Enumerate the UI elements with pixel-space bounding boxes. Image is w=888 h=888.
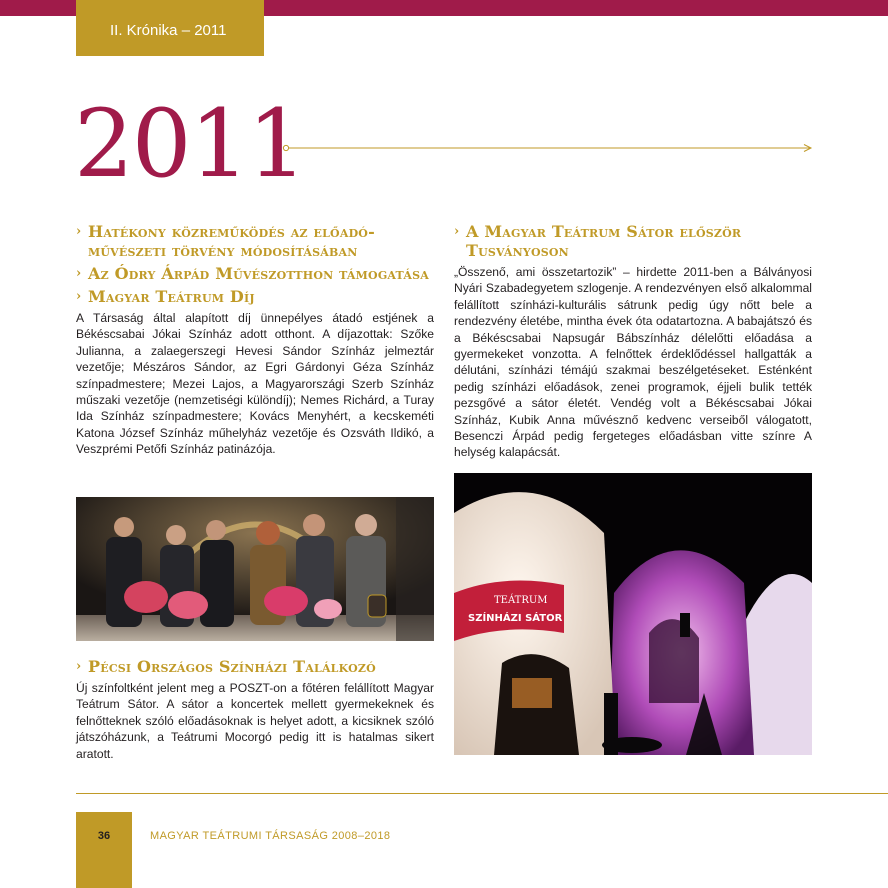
tent-sign-line2: SZÍNHÁZI SÁTOR bbox=[468, 613, 563, 624]
pecsi-paragraph: Új színfoltként jelent meg a POSZT-on a főtéren felállított Magyar Teátrum Sátor. A sátor a koncertek mellett gyermekeknek és felnőtteknek szóló előadásoknak is helyet adott, a kicsiknek szóló játszóházunk, a Teátrumi Mocorgó pedig itt is hatalmas sikert aratott. bbox=[76, 681, 434, 761]
left-column bbox=[76, 222, 434, 458]
pecsi-section bbox=[76, 657, 434, 762]
bullet-icon: › bbox=[76, 659, 82, 674]
page-number: 36 bbox=[76, 812, 132, 888]
bullet-icon: › bbox=[76, 289, 82, 304]
footer-title: MAGYAR TEÁTRUMI TÁRSASÁG 2008–2018 bbox=[150, 830, 391, 842]
right-column bbox=[454, 222, 812, 461]
award-ceremony-photo bbox=[76, 497, 434, 641]
tent-photo bbox=[454, 473, 812, 755]
tent-sign-line1: TEÁTRUM bbox=[494, 595, 548, 606]
bullet-icon: › bbox=[454, 224, 460, 239]
bullet-icon: › bbox=[76, 224, 82, 239]
chapter-tab bbox=[76, 0, 264, 56]
heading-award: › Magyar Teátrum Díj bbox=[76, 287, 255, 306]
heading-pecsi: › Pécsi Országos Színházi Találkozó bbox=[76, 657, 376, 676]
tusvanyos-paragraph: „Összenő, ami összetartozik” – hirdette 2011-ben a Bálványosi Nyári Szabadegyetem szlogenje. A rendezvényen első alkalommal felállított színházi-kulturális sátrunk pedig úgy nőtt bele a rendezvény életébe, mintha évek óta odatartozna. A babajátszó és a Békéscsabai Napsugár Bábszínház délelőtti előadása a gyermekeket vonzotta. A felnőttek érdeklődéssel hallgatták a délutáni, színházi témájú szakmai beszélgetéseket. Esténként pedig színházi előadások, zenei programok, éjjeli bulik tették pezsgővé a sátor életét. Vendég volt a Békéscsabai Jókai Színház, Kubik Anna művésznő kedvenc verseiből válogatott, Besenczi Árpád pedig fergeteges előadásban vitte színre A helység kalapácsát. bbox=[454, 265, 812, 460]
chapter-label: II. Krónika – 2011 bbox=[110, 22, 227, 39]
heading-odry: › Az Ódry Árpád Művészotthon támogatása bbox=[76, 264, 429, 283]
award-paragraph: A Társaság által alapított díj ünnepélyes átadó estjének a Békéscsabai Jókai Színház adott otthont. A díjazottak: Szőke Julianna, a zalaegerszegi Hevesi Sándor Színház jelmeztár vezetője; Mészáros Sándor, az Egri Gárdonyi Géza Színház színpadmestere; Mezei Lajos, a Magyarországi Szerb Színház műszaki vezetője (nemzetiségi különdíj); Nemes Richárd, a Turay Ida Színház színpadmestere; Kovács Menyhért, a kecskeméti Katona József Színház műhelyház vezetője és Ozsváth Ildikó, a Veszprémi Petőfi Színház patinázója. bbox=[76, 311, 434, 457]
heading-law: › Hatékony közreműködés az előadó-művészeti törvény módosításában bbox=[76, 222, 375, 260]
year-title: 2011 bbox=[74, 90, 306, 199]
bullet-icon: › bbox=[76, 266, 82, 281]
heading-tusvanyos: › A Magyar Teátrum Sátor először Tusványoson bbox=[454, 222, 742, 260]
year-arrow-line bbox=[282, 144, 814, 152]
footer-divider bbox=[76, 793, 888, 794]
